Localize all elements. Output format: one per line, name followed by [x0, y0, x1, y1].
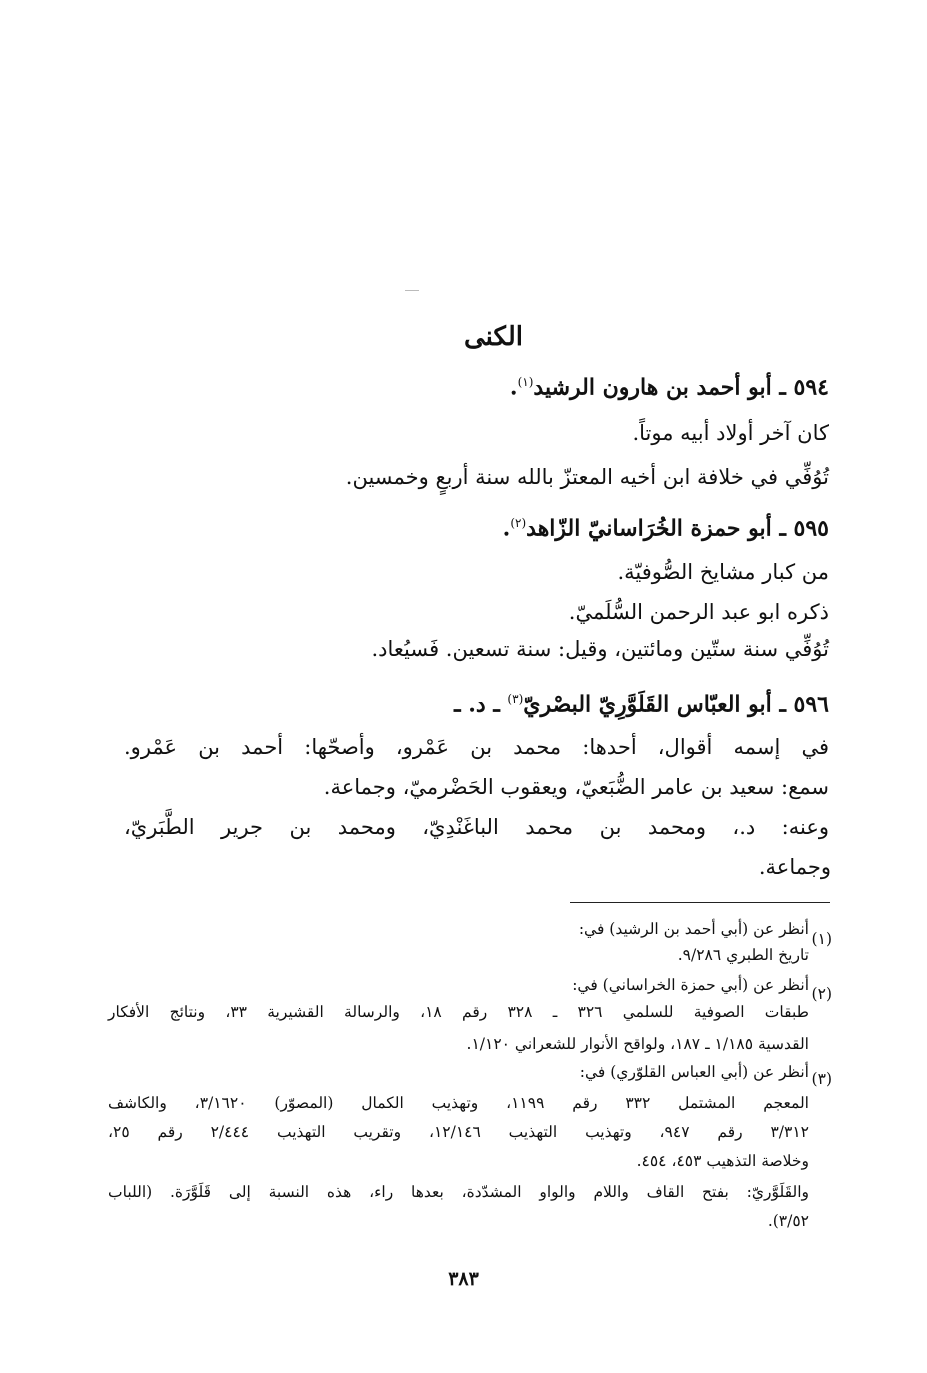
entry-heading-text: ٥٩٥ ـ أبو حمزة الخُرَاسانيّ الزّاهد: [526, 515, 829, 542]
footnote-number: (٣): [811, 1070, 832, 1088]
page-number: ٣٨٣: [448, 1268, 479, 1290]
entry-heading: [510, 367, 829, 402]
footnote-line: المعجم المشتمل ٣٣٢ رقم ١١٩٩، وتهذيب الكمال (المصوّر) ٣/١٦٢٠، والكاشف: [108, 1094, 809, 1112]
footnote-line: أنظر عن (أبي العباس القلوّري) في:: [579, 1063, 809, 1081]
footnote-reference: (١): [517, 375, 534, 389]
scan-speck: [405, 290, 419, 291]
entry-line: كان آخر أولاد أبيه موتاً.: [632, 421, 829, 445]
footnote-line: والقَلَوَّريّ: بفتح القاف واللام والواو المشدّدة، بعدها راء، هذه النسبة إلى قَلَوَّرَة. (اللباب: [108, 1183, 809, 1201]
entry-heading-text: ٥٩٤ ـ أبو أحمد بن هارون الرشيد: [533, 374, 829, 401]
entry-heading-text: ٥٩٦ ـ أبو العبّاس القَلَوَّرِيّ البصْريّ: [523, 691, 829, 718]
entry-line: من كبار مشايخ الصُّوفيّة.: [617, 560, 829, 584]
footnote-reference: (٣): [507, 692, 524, 706]
entry-heading-tail: .: [509, 374, 518, 401]
footnote-separator: [570, 902, 830, 903]
footnote-line: أنظر عن (أبي أحمد بن الرشيد) في:: [578, 920, 809, 938]
entry-heading-tail: .: [502, 515, 511, 542]
entry-heading: [454, 684, 829, 719]
footnote-line: أنظر عن (أبي حمزة الخراساني) في:: [572, 976, 809, 994]
footnote-line: طبقات الصوفية للسلمي ٣٢٦ ـ ٣٢٨ رقم ١٨، والرسالة القشيرية ٣٣، ونتائج الأفكار: [108, 1003, 809, 1021]
entry-heading: [503, 508, 829, 543]
footnote-number: (٢): [811, 985, 832, 1003]
footnote-line: القدسية ١/١٨٥ ـ ١٨٧، ولواقح الأنوار للشعراني ١/١٢٠.: [466, 1035, 809, 1053]
entry-line: سمع: سعيد بن عامر الضُّبَعيّ، ويعقوب الحَضْرميّ، وجماعة.: [323, 775, 829, 799]
footnote-line: ٣/٣١٢ رقم ٩٤٧، وتهذيب التهذيب ١٢/١٤٦، وتقريب التهذيب ٢/٤٤٤ رقم ٢٥،: [108, 1123, 809, 1141]
entry-line: في إسمه أقوال، أحدها: محمد بن عَمْرو، وأصحّها: أحمد بن عَمْرو.: [124, 735, 829, 759]
footnote-line: تاريخ الطبري ٩/٢٨٦.: [677, 946, 809, 964]
entry-heading-tail: ـ د. ـ: [454, 691, 508, 718]
footnote-line: وخلاصة التذهيب ٤٥٣، ٤٥٤.: [636, 1152, 809, 1170]
footnote-number: (١): [811, 930, 832, 948]
section-title: الكنى: [463, 322, 524, 352]
footnote-line: ٣/٥٢).: [767, 1212, 809, 1230]
entry-line: تُوُفِّي سنة ستّين ومائتين، وقيل: سنة تسعين. فَسيُعاد.: [371, 637, 829, 661]
entry-line: وعنه: د.، ومحمد بن محمد الباغَنْدِيّ، ومحمد بن جرير الطَّبَريّ،: [124, 815, 829, 839]
footnote-reference: (٢): [510, 516, 527, 530]
entry-line: وجماعة.: [758, 855, 831, 879]
entry-line: تُوُفِّي في خلافة ابن أخيه المعتزّ بالله سنة أربعٍ وخمسين.: [345, 465, 829, 489]
entry-line: ذكره ابو عبد الرحمن السُّلَميّ.: [568, 600, 829, 624]
